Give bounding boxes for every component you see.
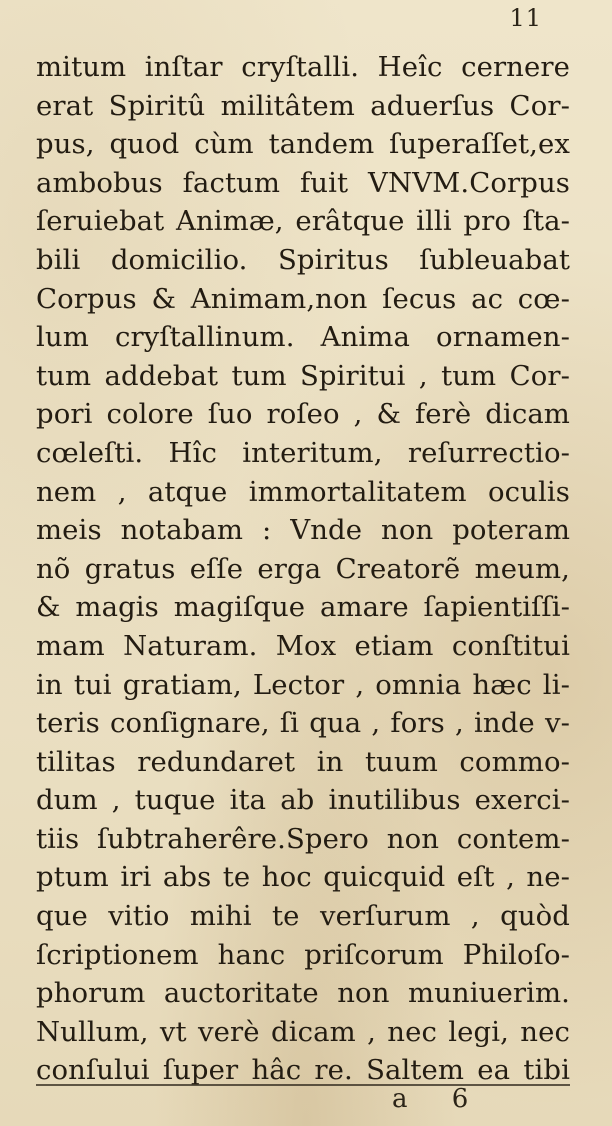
- body-text: [36, 48, 570, 1090]
- text-line: dum , tuque ita ab inutilibus exerci-: [36, 784, 570, 817]
- text-line: erat Spiritû militâtem aduerſus Cor-: [36, 89, 570, 122]
- text-line: mitum inſtar cryſtalli. Heîc cernere: [36, 51, 570, 83]
- text-line: pori colore ſuo roſeo , & ferè dicam: [36, 398, 570, 431]
- text-line: Nullum, vt verè dicam , nec legi, nec: [36, 1015, 570, 1048]
- text-line: nõ gratus eſſe erga Creatorẽ meum,: [36, 552, 570, 585]
- text-line: cœleſti. Hîc interitum, reſurrectio-: [36, 436, 570, 469]
- text-line: teris conſignare, ſi qua , fors , inde v-: [36, 707, 570, 740]
- text-line: meis notabam : Vnde non poteram: [36, 514, 570, 547]
- text-line: Corpus & Animam,non ſecus ac cœ-: [36, 282, 570, 315]
- text-line: lum cryſtallinum. Anima ornamen-: [36, 321, 570, 354]
- text-line: tiis ſubtraherêre.Spero non contem-: [36, 822, 570, 855]
- text-line: conſului ſuper hâc re. Saltem ea tibi: [36, 1054, 570, 1087]
- text-line: ſcriptionem hanc priſcorum Philoſo-: [36, 938, 570, 971]
- text-line: phorum auctoritate non muniuerim.: [36, 977, 570, 1010]
- text-line: nem , atque immortalitatem oculis: [36, 475, 570, 508]
- text-line: que vitio mihi te verſurum , quòd: [36, 900, 570, 933]
- text-line: in tui gratiam, Lector , omnia hæc li-: [36, 668, 570, 701]
- signature-mark: a 6: [392, 1084, 487, 1114]
- text-line: & magis magiſque amare ſapientiſſi-: [36, 591, 570, 624]
- text-line: tilitas redundaret in tuum commo-: [36, 745, 570, 778]
- text-line: pus, quod cùm tandem ſuperaſſet,ex: [36, 128, 570, 161]
- text-line: ſeruiebat Animæ, erâtque illi pro ſta-: [36, 205, 570, 238]
- page-number: 11: [509, 4, 542, 32]
- text-line: bili domicilio. Spiritus ſubleuabat: [36, 243, 570, 276]
- text-line: ptum iri abs te hoc quicquid eſt , ne-: [36, 861, 570, 894]
- text-line: mam Naturam. Mox etiam conſtitui: [36, 629, 570, 662]
- text-line: ambobus factum fuit VNVM.Corpus: [36, 166, 570, 199]
- text-line: tum addebat tum Spiritui , tum Cor-: [36, 359, 570, 392]
